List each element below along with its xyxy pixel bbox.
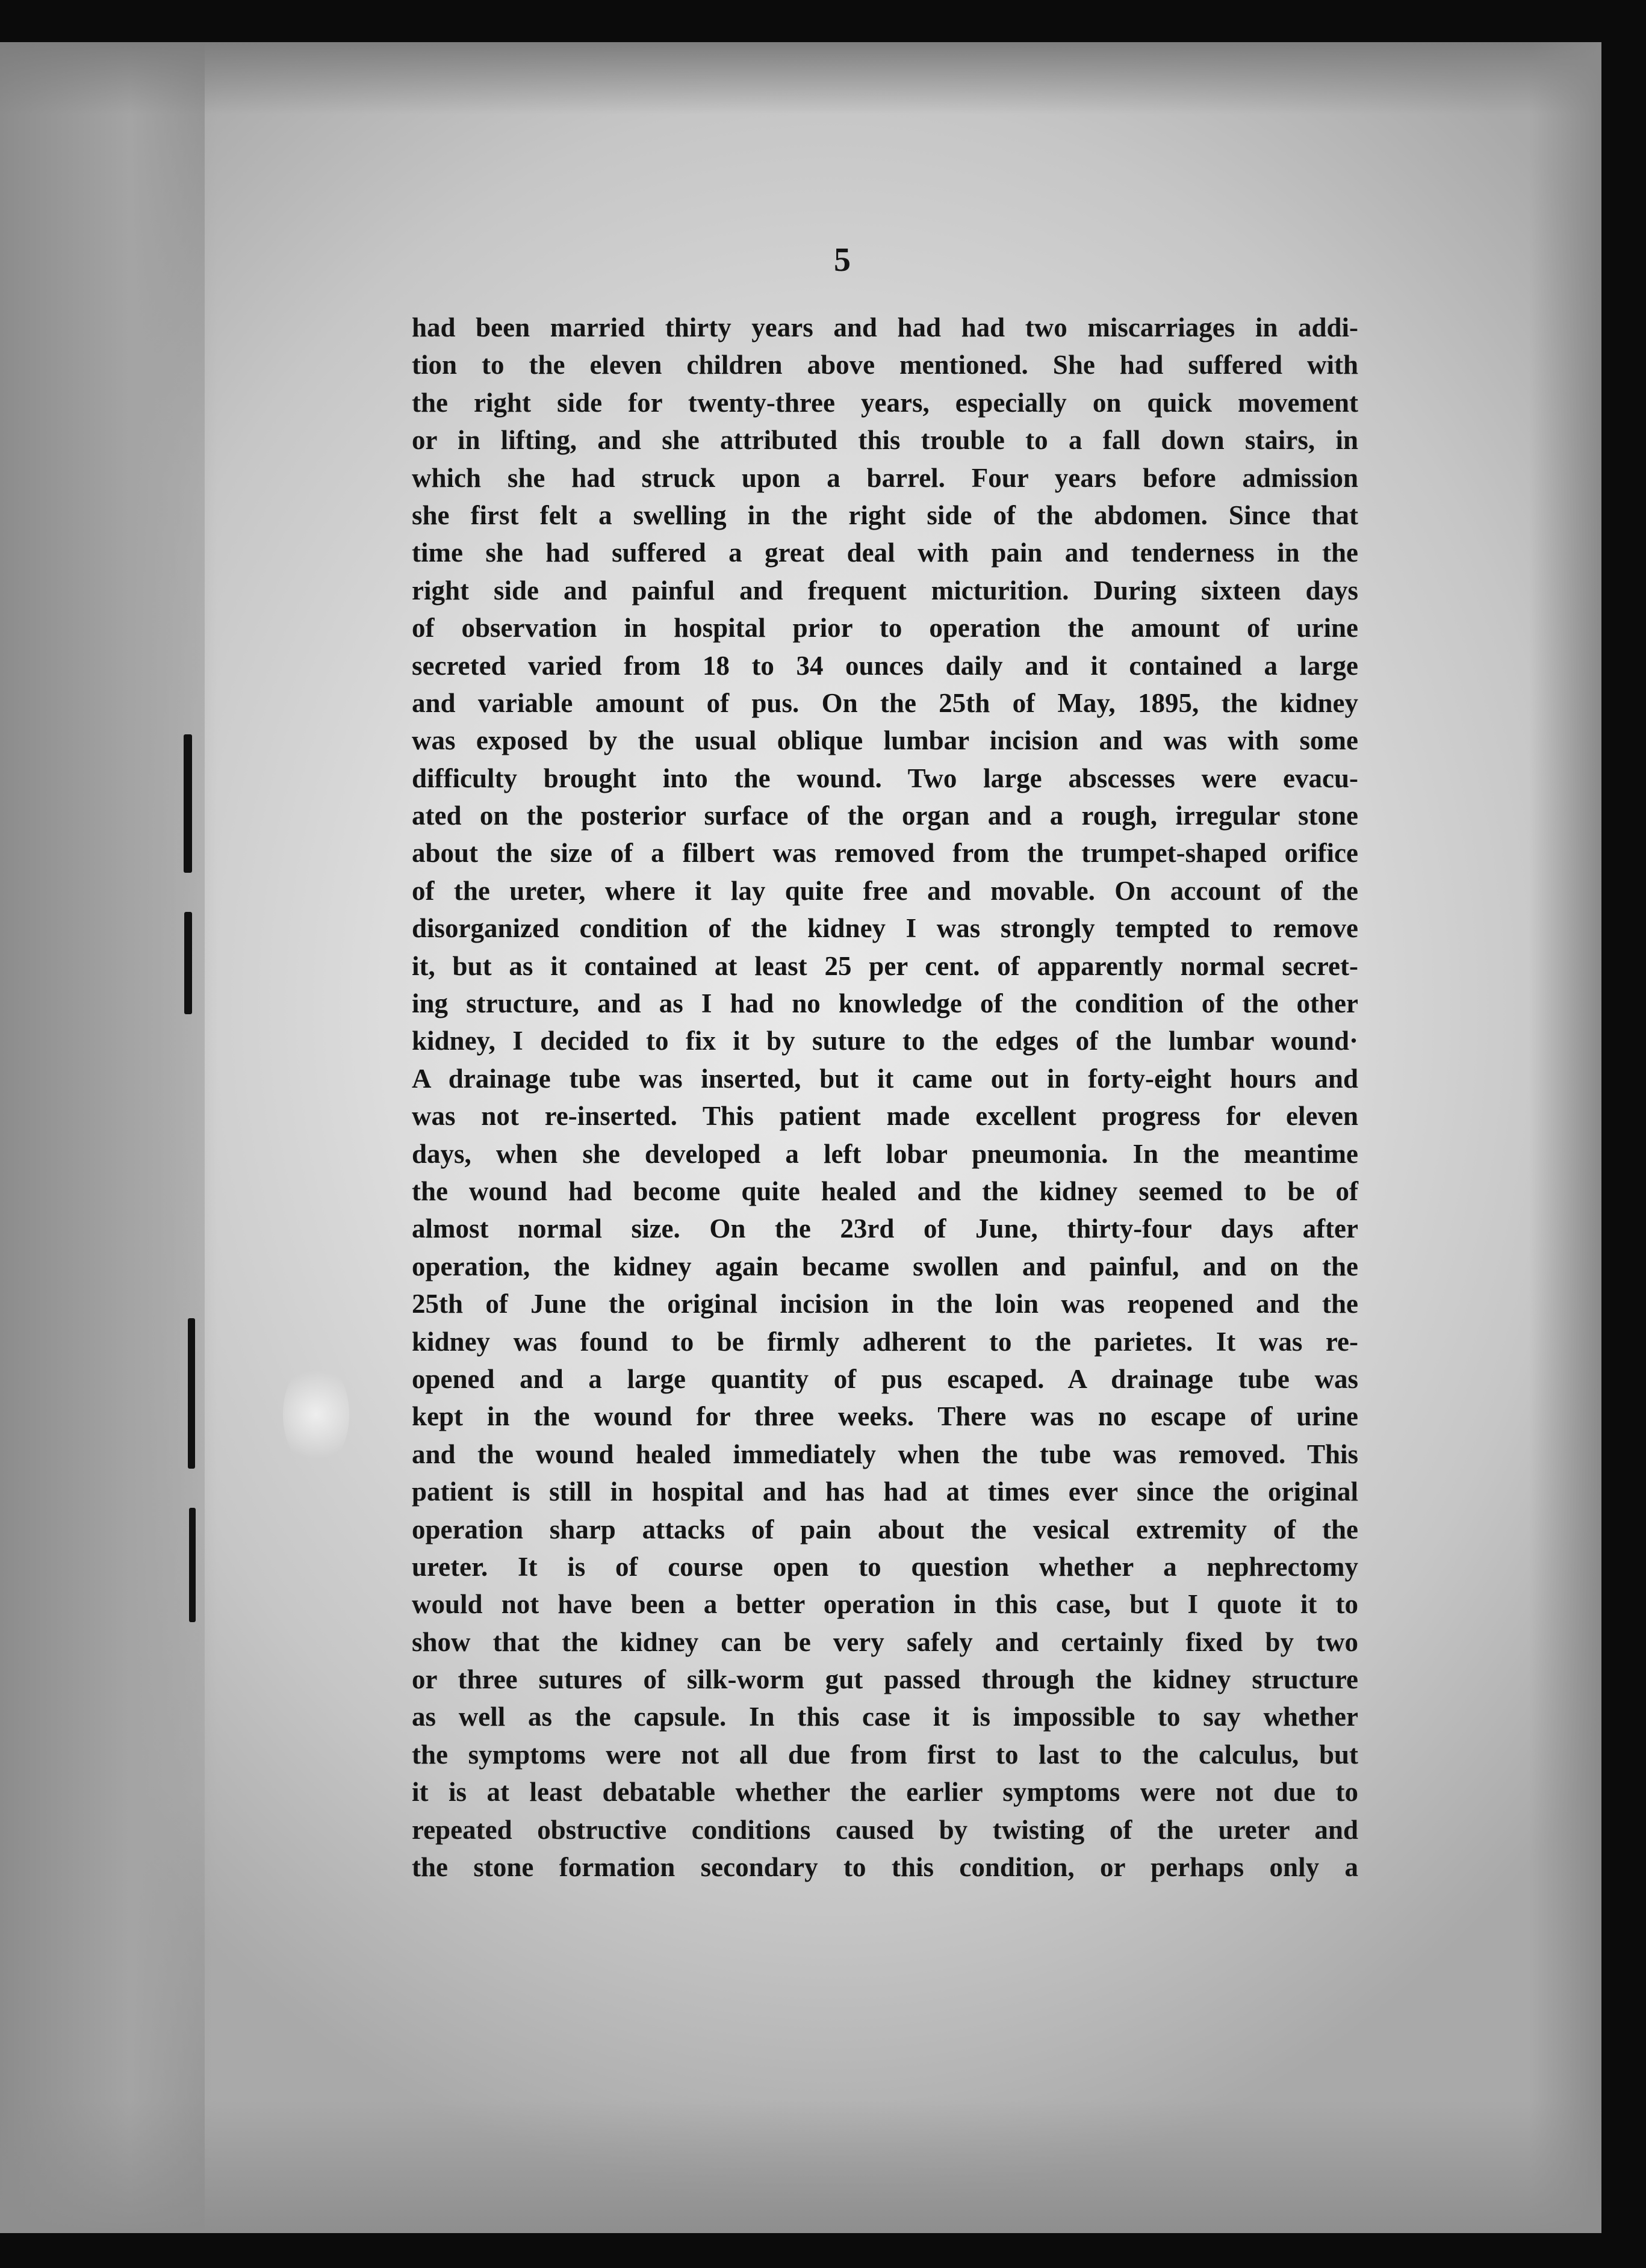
text-line: of the ureter, where it lay quite free and movable. On account of the (412, 875, 1358, 906)
text-line: would not have been a better operation in this case, but I quote it to (412, 1589, 1358, 1620)
text-line: it is at least debatable whether the earlier symptoms were not due to (412, 1777, 1358, 1808)
text-line: show that the kidney can be very safely and certainly fixed by two (412, 1626, 1358, 1657)
bottom-edge-shadow (0, 2101, 1601, 2233)
text-line: patient is still in hospital and has had at times ever since the original (412, 1476, 1358, 1507)
text-line: of observation in hospital prior to operation the amount of urine (412, 613, 1358, 643)
binding-mark (184, 912, 192, 1014)
text-line: was not re-inserted. This patient made excellent progress for eleven (412, 1101, 1358, 1132)
text-line: the right side for twenty-three years, especially on quick movement (412, 387, 1358, 418)
fold-shadow (0, 42, 217, 2233)
text-line: days, when she developed a left lobar pneumonia. In the meantime (412, 1138, 1358, 1169)
text-line: time she had suffered a great deal with pain and tenderness in the (412, 538, 1358, 568)
right-edge-shadow (1529, 42, 1601, 2233)
page-number: 5 (834, 241, 851, 279)
text-line: the wound had become quite healed and the kidney seemed to be of (412, 1176, 1358, 1206)
text-line: about the size of a filbert was removed from the trumpet-shaped orifice (412, 838, 1358, 869)
text-line: the stone formation secondary to this condition, or perhaps only a (412, 1852, 1358, 1883)
text-line: ureter. It is of course open to question whether a nephrectomy (412, 1551, 1358, 1582)
top-edge-shadow (0, 42, 1601, 114)
text-line: or three sutures of silk-worm gut passed through the kidney structure (412, 1664, 1358, 1695)
text-line: repeated obstructive conditions caused by twisting of the ureter and (412, 1814, 1358, 1845)
text-line: had been married thirty years and had had two miscarriages in addi- (412, 312, 1358, 342)
text-line: or in lifting, and she attributed this trouble to a fall down stairs, in (412, 425, 1358, 456)
text-line: and the wound healed immediately when the tube was removed. This (412, 1439, 1358, 1469)
text-line: ing structure, and as I had no knowledge of the condition of the other (412, 988, 1358, 1019)
text-line: opened and a large quantity of pus escaped. A drainage tube was (412, 1363, 1358, 1394)
binding-mark (188, 1318, 195, 1469)
text-line: the symptoms were not all due from first to last to the calculus, but (412, 1739, 1358, 1770)
text-line: operation sharp attacks of pain about the vesical extremity of the (412, 1514, 1358, 1545)
text-line: kidney was found to be firmly adherent to the parietes. It was re- (412, 1326, 1358, 1357)
text-line: right side and painful and frequent micturition. During sixteen days (412, 575, 1358, 606)
text-line: kidney, I decided to fix it by suture to the edges of the lumbar wound· (412, 1026, 1358, 1056)
binding-mark (184, 734, 192, 873)
text-line: tion to the eleven children above mentioned. She had suffered with (412, 350, 1358, 380)
text-line: secreted varied from 18 to 34 ounces daily and it contained a large (412, 650, 1358, 681)
text-line: and variable amount of pus. On the 25th of May, 1895, the kidney (412, 687, 1358, 718)
text-line: which she had struck upon a barrel. Four years before admission (412, 462, 1358, 493)
text-line: A drainage tube was inserted, but it came out in forty-eight hours and (412, 1063, 1358, 1094)
text-line: almost normal size. On the 23rd of June, thirty-four days after (412, 1213, 1358, 1244)
text-line: 25th of June the original incision in the loin was reopened and the (412, 1289, 1358, 1319)
text-line: difficulty brought into the wound. Two large abscesses were evacu- (412, 763, 1358, 793)
text-line: was exposed by the usual oblique lumbar incision and was with some (412, 725, 1358, 756)
text-line: operation, the kidney again became swollen and painful, and on the (412, 1251, 1358, 1281)
text-line: it, but as it contained at least 25 per cent. of apparently normal secret- (412, 950, 1358, 981)
text-line: ated on the posterior surface of the organ and a rough, irregular stone (412, 801, 1358, 831)
text-line: she first felt a swelling in the right side of the abdomen. Since that (412, 500, 1358, 530)
text-line: kept in the wound for three weeks. There was no escape of urine (412, 1401, 1358, 1432)
text-line: disorganized condition of the kidney I was strongly tempted to remove (412, 913, 1358, 944)
paper-smudge (283, 1360, 349, 1469)
body-text (412, 309, 1358, 1886)
binding-mark (189, 1508, 196, 1622)
text-line: as well as the capsule. In this case it is impossible to say whether (412, 1702, 1358, 1732)
